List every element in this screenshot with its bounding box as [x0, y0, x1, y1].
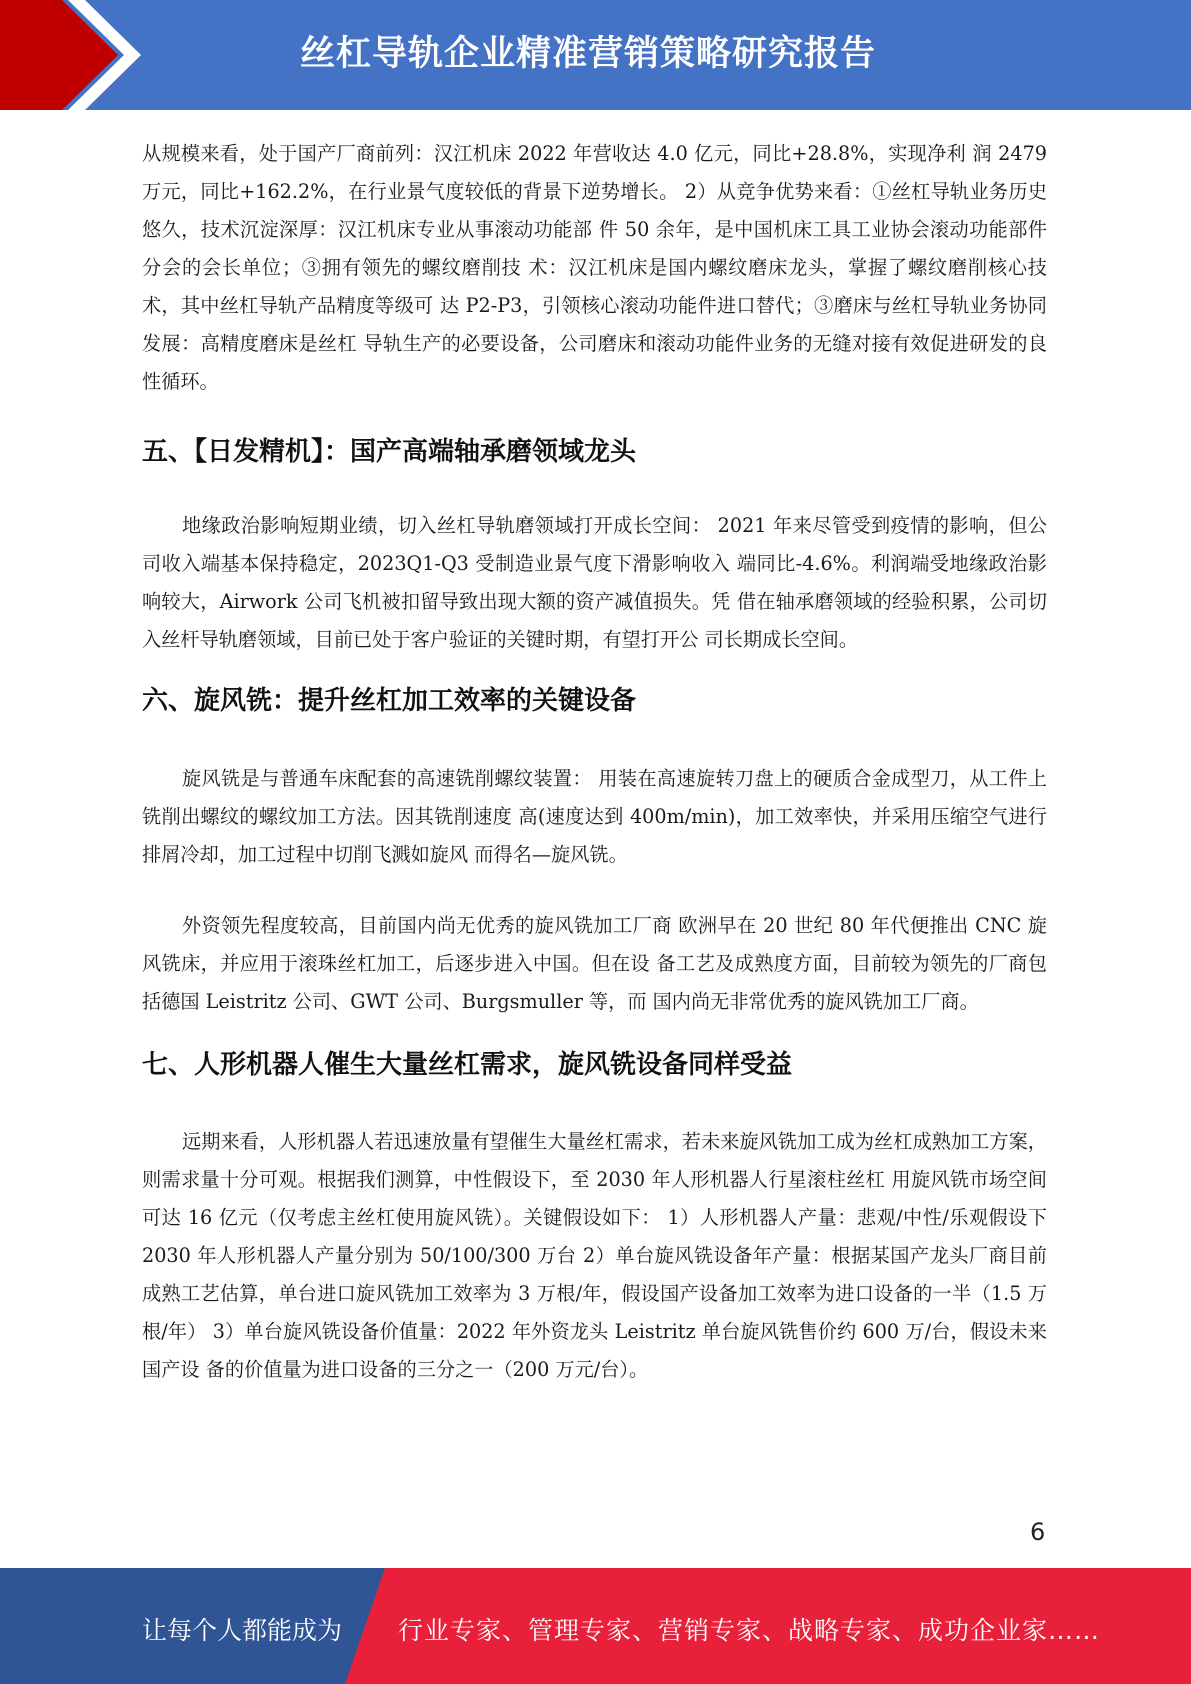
- body-paragraph-4: 外资领先程度较高，目前国内尚无优秀的旋风铣加工厂商 欧洲早在 20 世纪 80 年代便推出 CNC 旋风铣床，并应用于滚珠丝杠加工，后逐步进入中国。但在设 备工艺及成熟度方面，目前较为领先的厂商包括德国 Leistritz 公司、GWT 公司、Burgsmuller 等，而 国内尚无非常优秀的旋风铣加工厂商。: [142, 914, 1047, 1013]
- page-number: 6: [1030, 1518, 1046, 1546]
- footer-slogan-right: 行业专家、管理专家、营销专家、战略专家、成功企业家……: [398, 1616, 1101, 1645]
- section-title-7: 七、人形机器人催生大量丝杠需求，旋风铣设备同样受益: [142, 1050, 793, 1080]
- section-title-5: 五、【日发精机】：国产高端轴承磨领域龙头: [142, 437, 637, 467]
- body-paragraph-1: 从规模来看，处于国产厂商前列：汉江机床 2022 年营收达 4.0 亿元，同比+28.8%，实现净利 润 2479 万元，同比+162.2%，在行业景气度较低的背景下逆势增长。 2）从竞争优势来看：①丝杠导轨业务历史悠久，技术沉淀深厚：汉江机床专业从事滚动功能部 件 50 余年，是中国机床工具工业协会滚动功能部件分会的会长单位；③拥有领先的螺纹磨削技 术：汉江机床是国内螺纹磨床龙头，掌握了螺纹磨削核心技术，其中丝杠导轨产品精度等级可 达 P2-P3，引领核心滚动功能件进口替代；③磨床与丝杠导轨业务协同发展：高精度磨床是丝杠 导轨生产的必要设备，公司磨床和滚动功能件业务的无缝对接有效促进研发的良性循环。: [142, 142, 1047, 393]
- body-paragraph-3: 旋风铣是与普通车床配套的高速铣削螺纹装置： 用装在高速旋转刀盘上的硬质合金成型刀，从工件上铣削出螺纹的螺纹加工方法。因其铣削速度 高(速度达到 400m/min)，加工效率快，并采用压缩空气进行排屑冷却，加工过程中切削飞溅如旋风 而得名—旋风铣。: [142, 767, 1047, 866]
- report-header: [0, 0, 1191, 110]
- footer-slogan-left: 让每个人都能成为: [142, 1616, 343, 1645]
- header-arrow-decoration: [0, 0, 160, 110]
- body-paragraph-5: 远期来看，人形机器人若迅速放量有望催生大量丝杠需求，若未来旋风铣加工成为丝杠成熟加工方案，则需求量十分可观。根据我们测算，中性假设下，至 2030 年人形机器人行星滚柱丝杠 用旋风铣市场空间可达 16 亿元（仅考虑主丝杠使用旋风铣）。关键假设如下： 1）人形机器人产量：悲观/中性/乐观假设下 2030 年人形机器人产量分别为 50/100/300 万台 2）单台旋风铣设备年产量：根据某国产龙头厂商目前成熟工艺估算，单台进口旋风铣加工效率为 3 万根/年，假设国产设备加工效率为进口设备的一半（1.5 万根/年） 3）单台旋风铣设备价值量：2022 年外资龙头 Leistritz 单台旋风铣售价约 600 万/台，假设未来国产设 备的价值量为进口设备的三分之一（200 万元/台）。: [142, 1130, 1047, 1381]
- main-content: [142, 135, 1047, 1389]
- body-paragraph-2: 地缘政治影响短期业绩，切入丝杠导轨磨领域打开成长空间： 2021 年来尽管受到疫情的影响，但公司收入端基本保持稳定，2023Q1-Q3 受制造业景气度下滑影响收入 端同比-4.6%。利润端受地缘政治影响较大，Airwork 公司飞机被扣留导致出现大额的资产减值损失。凭 借在轴承磨领域的经验积累，公司切入丝杆导轨磨领域，目前已处于客户验证的关键时期，有望打开公 司长期成长空间。: [142, 514, 1047, 651]
- report-footer: [0, 1568, 1191, 1684]
- section-title-6: 六、旋风铣：提升丝杠加工效率的关键设备: [142, 686, 637, 716]
- report-title: 丝杠导轨企业精准营销策略研究报告: [300, 34, 877, 74]
